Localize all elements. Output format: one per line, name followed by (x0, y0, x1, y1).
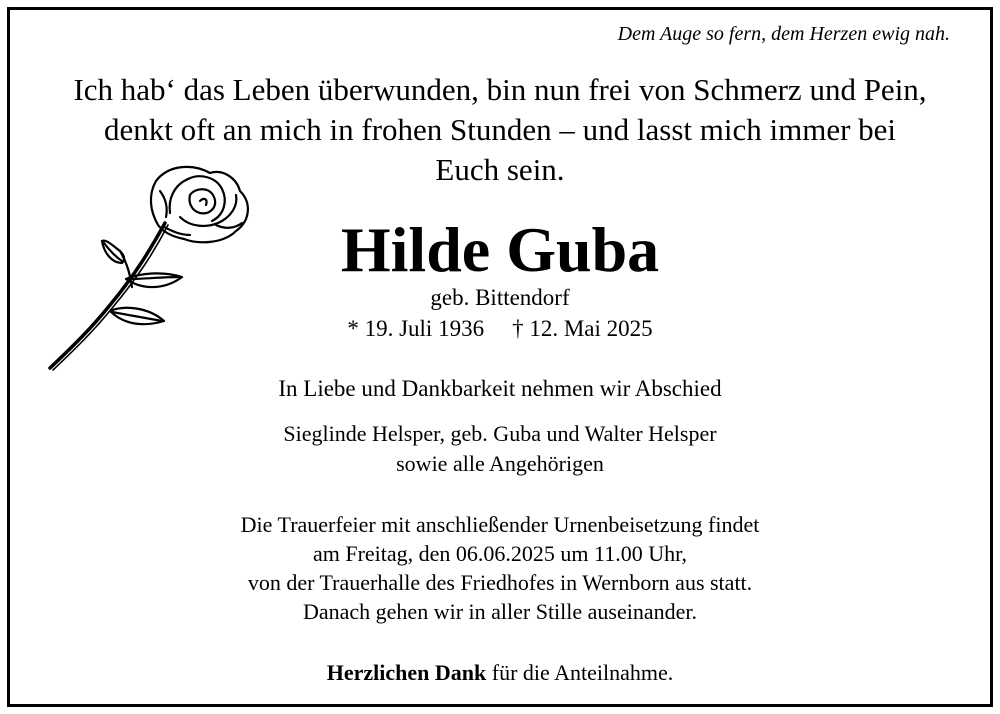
farewell-line: In Liebe und Dankbarkeit nehmen wir Abschied (278, 376, 722, 401)
birth-date: * 19. Juli 1936 (347, 316, 485, 341)
poem-line-3: Euch sein. (435, 152, 565, 187)
thanks-bold: Herzlichen Dank (326, 660, 487, 685)
death-date: † 12. Mai 2025 (512, 316, 653, 341)
deceased-name: Hilde Guba (340, 214, 660, 285)
service-line-4: Danach gehen wir in aller Stille auseinander. (302, 599, 698, 624)
mourners-line-1: Sieglinde Helsper, geb. Guba und Walter Helsper (283, 421, 717, 446)
service-line-3: von der Trauerhalle des Friedhofes in Wernborn aus statt. (247, 570, 753, 595)
birth-name: geb. Bittendorf (430, 285, 570, 310)
service-line-1: Die Trauerfeier mit anschließender Urnenbeisetzung findet (240, 512, 760, 537)
thanks-rest: für die Anteilnahme. (486, 660, 674, 685)
service-line-2: am Freitag, den 06.06.2025 um 11.00 Uhr, (312, 541, 688, 566)
poem-line-1: Ich hab‘ das Leben überwunden, bin nun frei von Schmerz und Pein, (73, 72, 927, 107)
poem-line-2: denkt oft an mich in frohen Stunden – und lasst mich immer bei (103, 112, 897, 147)
mourners-line-2: sowie alle Angehörigen (396, 451, 604, 476)
life-dates (10, 316, 990, 342)
motto: Dem Auge so fern, dem Herzen ewig nah. (617, 23, 950, 45)
obituary-notice (7, 7, 993, 707)
thanks-line (10, 660, 990, 686)
